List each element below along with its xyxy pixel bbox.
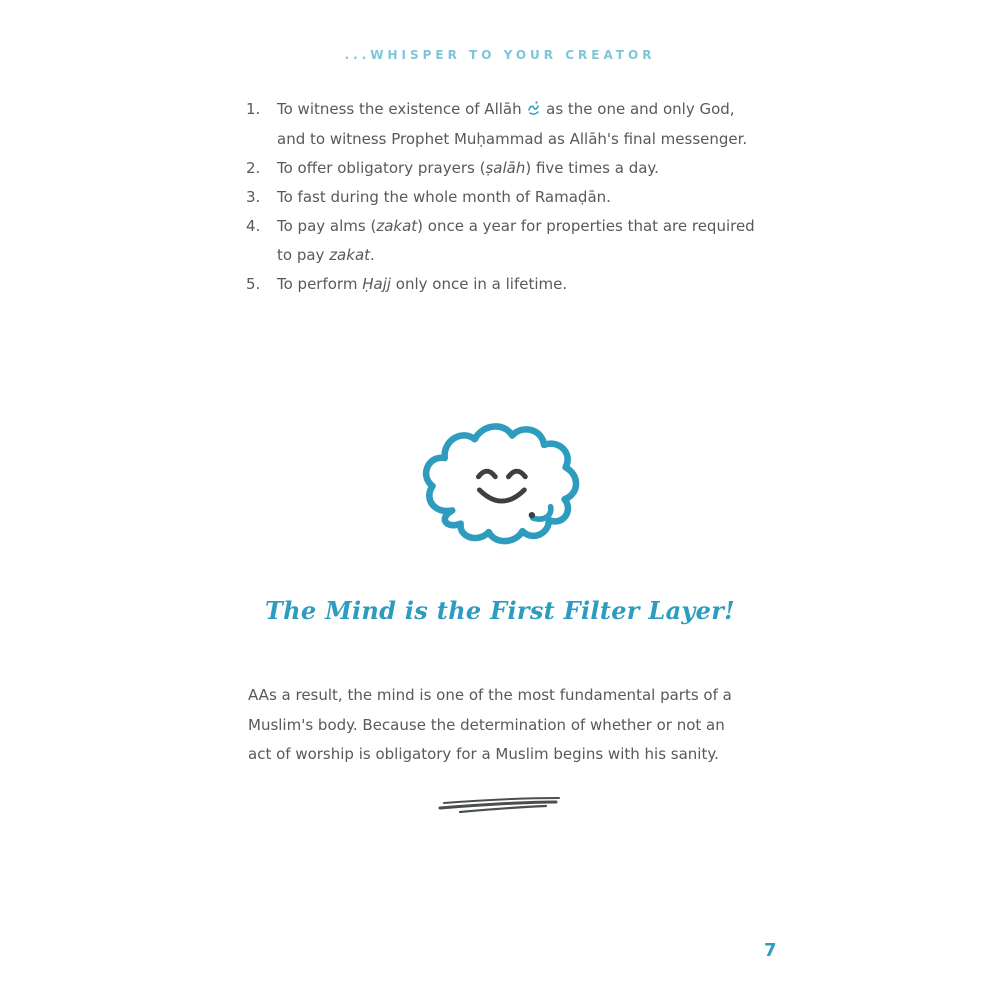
body-paragraph xyxy=(248,681,808,770)
paragraph-line: act of worship is obligatory for a Muslim begins with his sanity. xyxy=(248,745,719,763)
italic-term: zakat xyxy=(376,217,418,235)
scribble-divider xyxy=(0,794,1000,818)
brain-illustration xyxy=(0,416,1000,564)
text-line: To pay alms (zakat) once a year for properties that are required xyxy=(277,217,755,235)
text-line: To perform Ḥajj only once in a lifetime. xyxy=(277,275,568,293)
pillars-list xyxy=(246,95,806,299)
item-text xyxy=(277,95,806,154)
item-number: 3. xyxy=(246,188,261,206)
pillar-item-1 xyxy=(246,95,806,154)
item-number: 1. xyxy=(246,100,261,118)
page-number: 7 xyxy=(764,940,777,961)
text-line: To fast during the whole month of Ramaḍān. xyxy=(277,188,611,206)
section-heading: The Mind is the First Filter Layer! xyxy=(264,596,736,625)
text-line: to pay zakat. xyxy=(277,246,375,264)
paragraph-line: AAs a result, the mind is one of the most fundamental parts of a xyxy=(248,686,732,704)
brain-outline xyxy=(426,426,576,541)
pillar-item-2 xyxy=(246,154,806,183)
smiling-brain-icon xyxy=(411,416,589,560)
item-text xyxy=(277,212,806,270)
paragraph-line: Muslim's body. Because the determination of whether or not an xyxy=(248,715,725,734)
brain-dot xyxy=(529,512,535,518)
text-line: To witness the existence of Allāh as the one and only God, xyxy=(277,95,806,125)
item-text xyxy=(277,270,806,299)
running-header: ...WHISPER TO YOUR CREATOR xyxy=(344,48,656,62)
item-text xyxy=(277,154,806,183)
italic-term: Ḥajj xyxy=(362,275,392,293)
text-line: To offer obligatory prayers (ṣalāh) five times a day. xyxy=(277,159,659,177)
item-number: 2. xyxy=(246,159,261,177)
italic-term: ṣalāh xyxy=(485,159,526,177)
pillar-item-5 xyxy=(246,270,806,299)
item-text xyxy=(277,183,806,212)
pillar-item-4 xyxy=(246,212,806,270)
text-line: and to witness Prophet Muḥammad as Allāh's final messenger. xyxy=(277,130,748,148)
item-number: 4. xyxy=(246,217,261,235)
allah-honorific-icon xyxy=(527,96,540,125)
italic-term: zakat xyxy=(329,246,371,264)
item-number: 5. xyxy=(246,275,261,293)
pillar-item-3 xyxy=(246,183,806,212)
scribble-underline-icon xyxy=(438,794,563,814)
